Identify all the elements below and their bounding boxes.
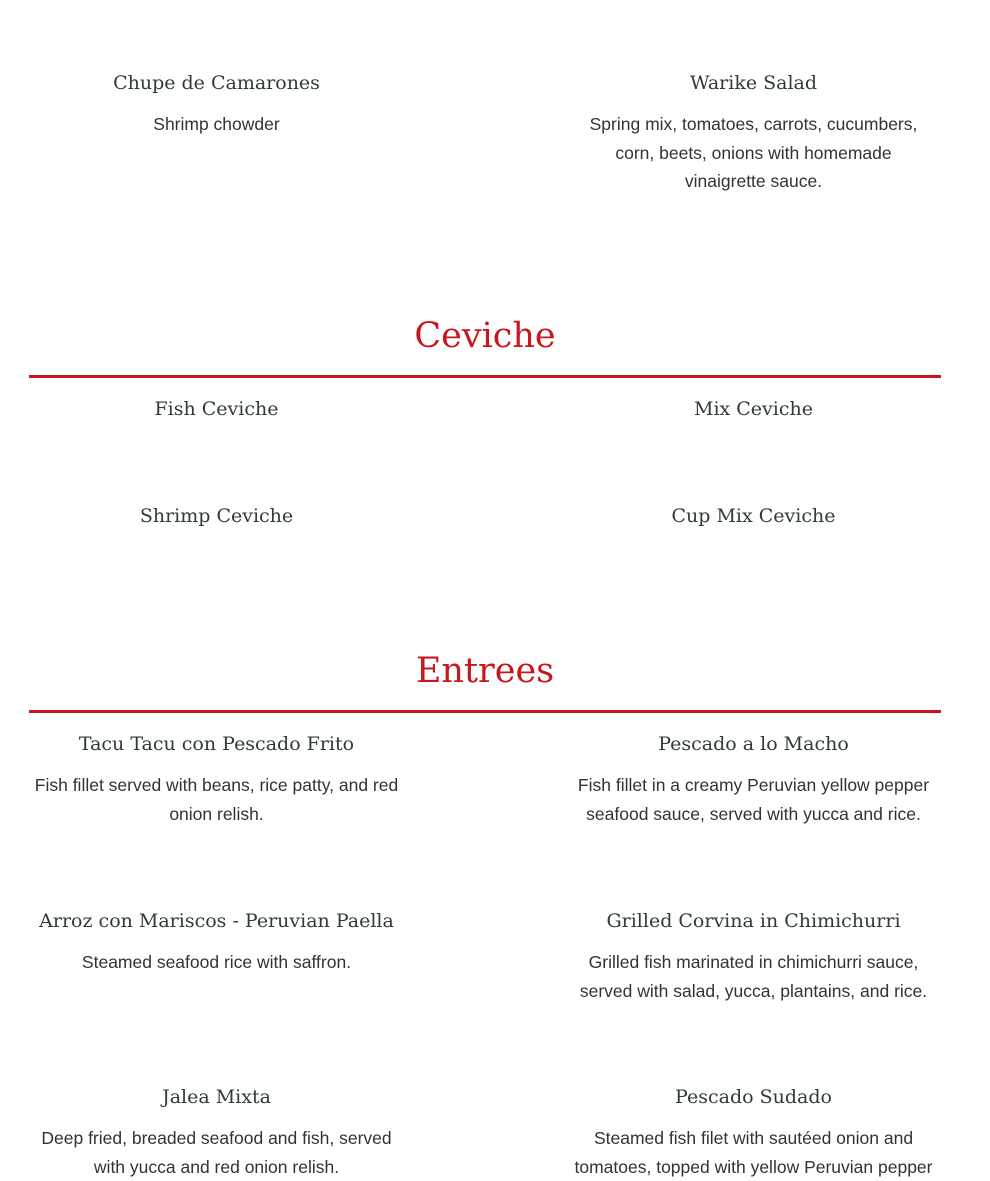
section-divider [29, 710, 941, 713]
menu-item-fish-ceviche: Fish Ceviche [154, 398, 279, 420]
section-divider [29, 375, 941, 378]
menu-item-title: Pescado a lo Macho [658, 733, 849, 755]
menu-item-shrimp-ceviche: Shrimp Ceviche [139, 505, 294, 527]
menu-item-title: Chupe de Camarones [113, 72, 320, 94]
menu-item-title: Pescado Sudado [675, 1086, 832, 1108]
menu-item-description: Fish fillet served with beans, rice patty, and red onion relish. [34, 775, 399, 824]
menu-item-description: Steamed fish filet with sautéed onion and tomatoes, topped with yellow Peruvian pepper [574, 1128, 933, 1177]
menu-item-description: Deep fried, breaded seafood and fish, served with yucca and red onion relish. [41, 1128, 392, 1177]
menu-item-description: Steamed seafood rice with saffron. [81, 952, 352, 972]
menu-item-description: Fish fillet in a creamy Peruvian yellow pepper seafood sauce, served with yucca and rice. [577, 775, 930, 824]
section-title: Entrees [415, 651, 555, 691]
menu-item-description: Grilled fish marinated in chimichurri sauce, served with salad, yucca, plantains, and rice. [579, 952, 928, 1001]
menu-item-title: Tacu Tacu con Pescado Frito [78, 733, 355, 755]
menu-item-title: Grilled Corvina in Chimichurri [606, 910, 901, 932]
menu-item-description: Shrimp chowder [153, 114, 280, 134]
section-title: Ceviche [414, 316, 556, 356]
menu-item-title: Arroz con Mariscos - Peruvian Paella [39, 910, 394, 932]
menu-item-description: Spring mix, tomatoes, carrots, cucumbers, corn, beets, onions with homemade vinaigrette sauce. [589, 114, 918, 191]
menu-item-mix-ceviche: Mix Ceviche [693, 398, 813, 420]
menu-item-title: Warike Salad [689, 72, 818, 94]
menu-item-cup-mix-ceviche: Cup Mix Ceviche [671, 505, 836, 527]
menu-item-title: Jalea Mixta [162, 1086, 271, 1108]
